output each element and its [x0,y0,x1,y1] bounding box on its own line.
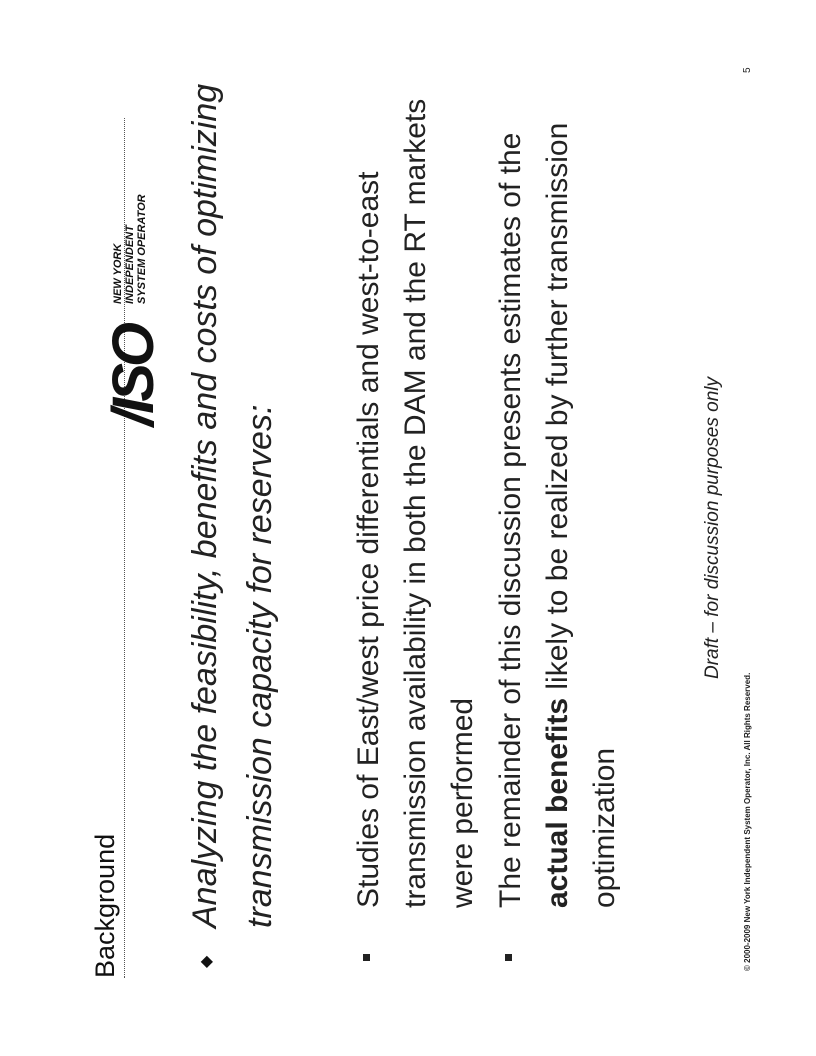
sub-bullet-list [345,68,629,968]
section-title: Background [90,833,120,978]
square-bullet-icon [363,954,370,961]
sub-bullet-item [345,68,486,968]
sub-bullet-item [487,68,628,968]
logo-line-2: INDEPENDENT [124,225,136,304]
logo-line-3: SYSTEM OPERATOR [136,194,148,304]
sub-bullet-emphasis: actual benefits [541,697,574,908]
logo-line-1: NEW YORK [112,243,124,304]
copyright-notice: © 2000-2009 New York Independent System Operator, Inc. All Rights Reserved. [743,672,752,971]
sub-bullet-text-after: likely to be realized by further transmission optimization [541,122,621,908]
sub-bullet-text-before: The remainder of this discussion presents estimates of the [494,132,527,908]
sub-bullet-text: Studies of East/west price differentials and west-to-east transmission availability in both the DAM and the RT markets were performed [352,98,479,908]
main-bullet-text: Analyzing the feasibility, benefits and costs of optimizing transmission capacity for reserves: [186,83,279,928]
square-bullet-icon [505,954,512,961]
logo-mark: /ISO [101,325,166,426]
page-number: 5 [742,67,753,73]
logo-text [112,194,148,304]
diamond-bullet-icon: ◆ [198,955,215,968]
nyiso-logo [101,121,166,426]
draft-note: Draft – for discussion purposes only [702,376,723,680]
